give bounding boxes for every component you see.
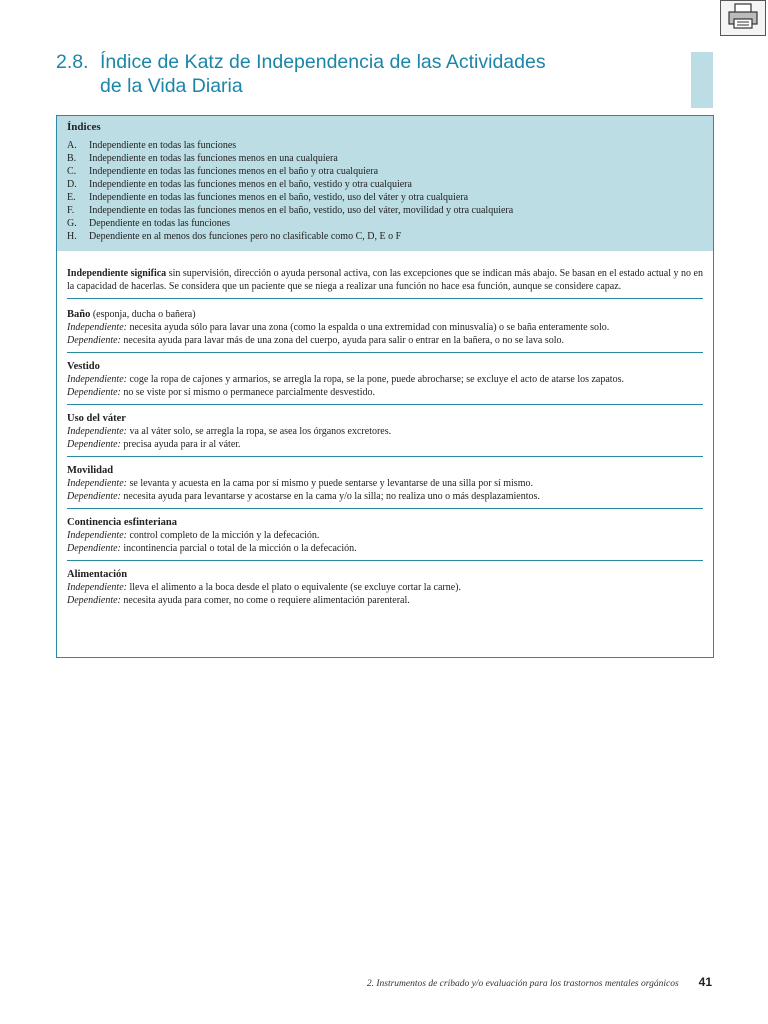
section-vestido	[67, 359, 703, 405]
index-letter: B.	[67, 153, 77, 164]
index-text: Independiente en todas las funciones menos en el baño y otra cualquiera	[89, 166, 379, 177]
section-bano	[67, 307, 703, 353]
independent-label: Independiente:	[67, 374, 127, 385]
indices-title: Índices	[67, 121, 101, 133]
section-title: Baño	[67, 309, 91, 320]
index-letter: G.	[67, 218, 77, 229]
dependent-text: precisa ayuda para ir al váter.	[120, 439, 241, 450]
dependent-text: necesita ayuda para levantarse y acostarse en la cama y/o la silla; no realiza uno o más desplazamientos.	[120, 491, 540, 502]
index-item	[67, 139, 703, 152]
index-text: Independiente en todas las funciones menos en una cualquiera	[89, 153, 338, 164]
indices-panel	[57, 116, 713, 251]
independent-text: control completo de la micción y la defecación.	[126, 530, 320, 541]
index-text: Independiente en todas las funciones	[89, 140, 237, 151]
index-text: Independiente en todas las funciones menos en el baño, vestido y otra cualquiera	[89, 179, 412, 190]
index-letter: D.	[67, 179, 77, 190]
dependent-text: incontinencia parcial o total de la micción o la defecación.	[120, 543, 357, 554]
independent-text: necesita ayuda sólo para lavar una zona (como la espalda o una extremidad con minusvalía) o se baña enteramente solo.	[126, 322, 610, 333]
section-movilidad	[67, 463, 703, 509]
dependent-text: necesita ayuda para lavar más de una zona del cuerpo, ayuda para salir o entrar en la bañera, o no se lava solo.	[120, 335, 565, 346]
independent-label: Independiente:	[67, 582, 127, 593]
section-alimentacion	[67, 567, 703, 612]
index-item	[67, 204, 703, 217]
section-title: Uso del váter	[67, 413, 126, 424]
index-letter: H.	[67, 231, 77, 242]
index-item	[67, 165, 703, 178]
intro-text: sin supervisión, dirección o ayuda personal activa, con las excepciones que se indican más abajo. Se basan en el estado actual y no en la capacidad de hacerlas. Se considera que un paciente que se niega a realizar una función no hace esa función, aunque se considere capaz.	[67, 268, 703, 292]
section-title: Alimentación	[67, 569, 128, 580]
independent-text: se levanta y acuesta en la cama por sí mismo y puede sentarse y levantarse de una silla por sí mismo.	[126, 478, 533, 489]
page-title	[56, 50, 676, 98]
dependent-label: Dependiente:	[67, 439, 121, 450]
index-letter: E.	[67, 192, 76, 203]
side-tab-marker	[691, 52, 713, 108]
print-button[interactable]	[720, 0, 766, 36]
index-letter: A.	[67, 140, 77, 151]
index-text: Dependiente en al menos dos funciones pero no clasificable como C, D, E o F	[89, 231, 402, 242]
intro-paragraph	[67, 267, 703, 299]
independent-text: va al váter solo, se arregla la ropa, se asea los órganos excretores.	[126, 426, 392, 437]
dependent-text: no se viste por sí mismo o permanece parcialmente desvestido.	[120, 387, 375, 398]
intro-bold: Independiente significa	[67, 268, 167, 279]
section-subtitle: (esponja, ducha o bañera)	[90, 309, 196, 320]
section-number: 2.8.	[56, 51, 89, 73]
section-uso-vater	[67, 411, 703, 457]
index-letter: C.	[67, 166, 77, 177]
section-title: Continencia esfinteriana	[67, 517, 177, 528]
title-line-2: de la Vida Diaria	[100, 75, 243, 97]
dependent-label: Dependiente:	[67, 543, 121, 554]
katz-index-box	[56, 115, 714, 658]
index-item	[67, 178, 703, 191]
page-number: 41	[698, 975, 712, 989]
definitions	[57, 251, 713, 612]
index-text: Dependiente en todas las funciones	[89, 218, 231, 229]
page-header	[56, 50, 676, 98]
section-title: Vestido	[67, 361, 100, 372]
index-text: Independiente en todas las funciones menos en el baño, vestido, uso del váter y otra cualquiera	[89, 192, 469, 203]
independent-label: Independiente:	[67, 426, 127, 437]
independent-label: Independiente:	[67, 322, 127, 333]
index-text: Independiente en todas las funciones menos en el baño, vestido, uso del váter, movilidad y otra cualquiera	[89, 205, 514, 216]
printer-icon	[726, 2, 760, 35]
index-item	[67, 230, 703, 243]
page-footer	[300, 975, 712, 989]
dependent-text: necesita ayuda para comer, no come o requiere alimentación parenteral.	[120, 595, 410, 606]
independent-label: Independiente:	[67, 530, 127, 541]
section-continencia	[67, 515, 703, 561]
independent-text: coge la ropa de cajones y armarios, se arregla la ropa, se la pone, puede abrocharse; se excluye el acto de atarse los zapatos.	[126, 374, 624, 385]
section-title: Movilidad	[67, 465, 114, 476]
index-letter: F.	[67, 205, 75, 216]
independent-label: Independiente:	[67, 478, 127, 489]
title-line-1: Índice de Katz de Independencia de las Actividades	[100, 51, 546, 73]
index-item	[67, 152, 703, 165]
independent-text: lleva el alimento a la boca desde el plato o equivalente (se excluye cortar la carne).	[126, 582, 461, 593]
dependent-label: Dependiente:	[67, 491, 121, 502]
footer-chapter: 2. Instrumentos de cribado y/o evaluación para los trastornos mentales orgánicos	[366, 979, 679, 989]
index-item	[67, 217, 703, 230]
dependent-label: Dependiente:	[67, 595, 121, 606]
dependent-label: Dependiente:	[67, 335, 121, 346]
index-item	[67, 191, 703, 204]
dependent-label: Dependiente:	[67, 387, 121, 398]
